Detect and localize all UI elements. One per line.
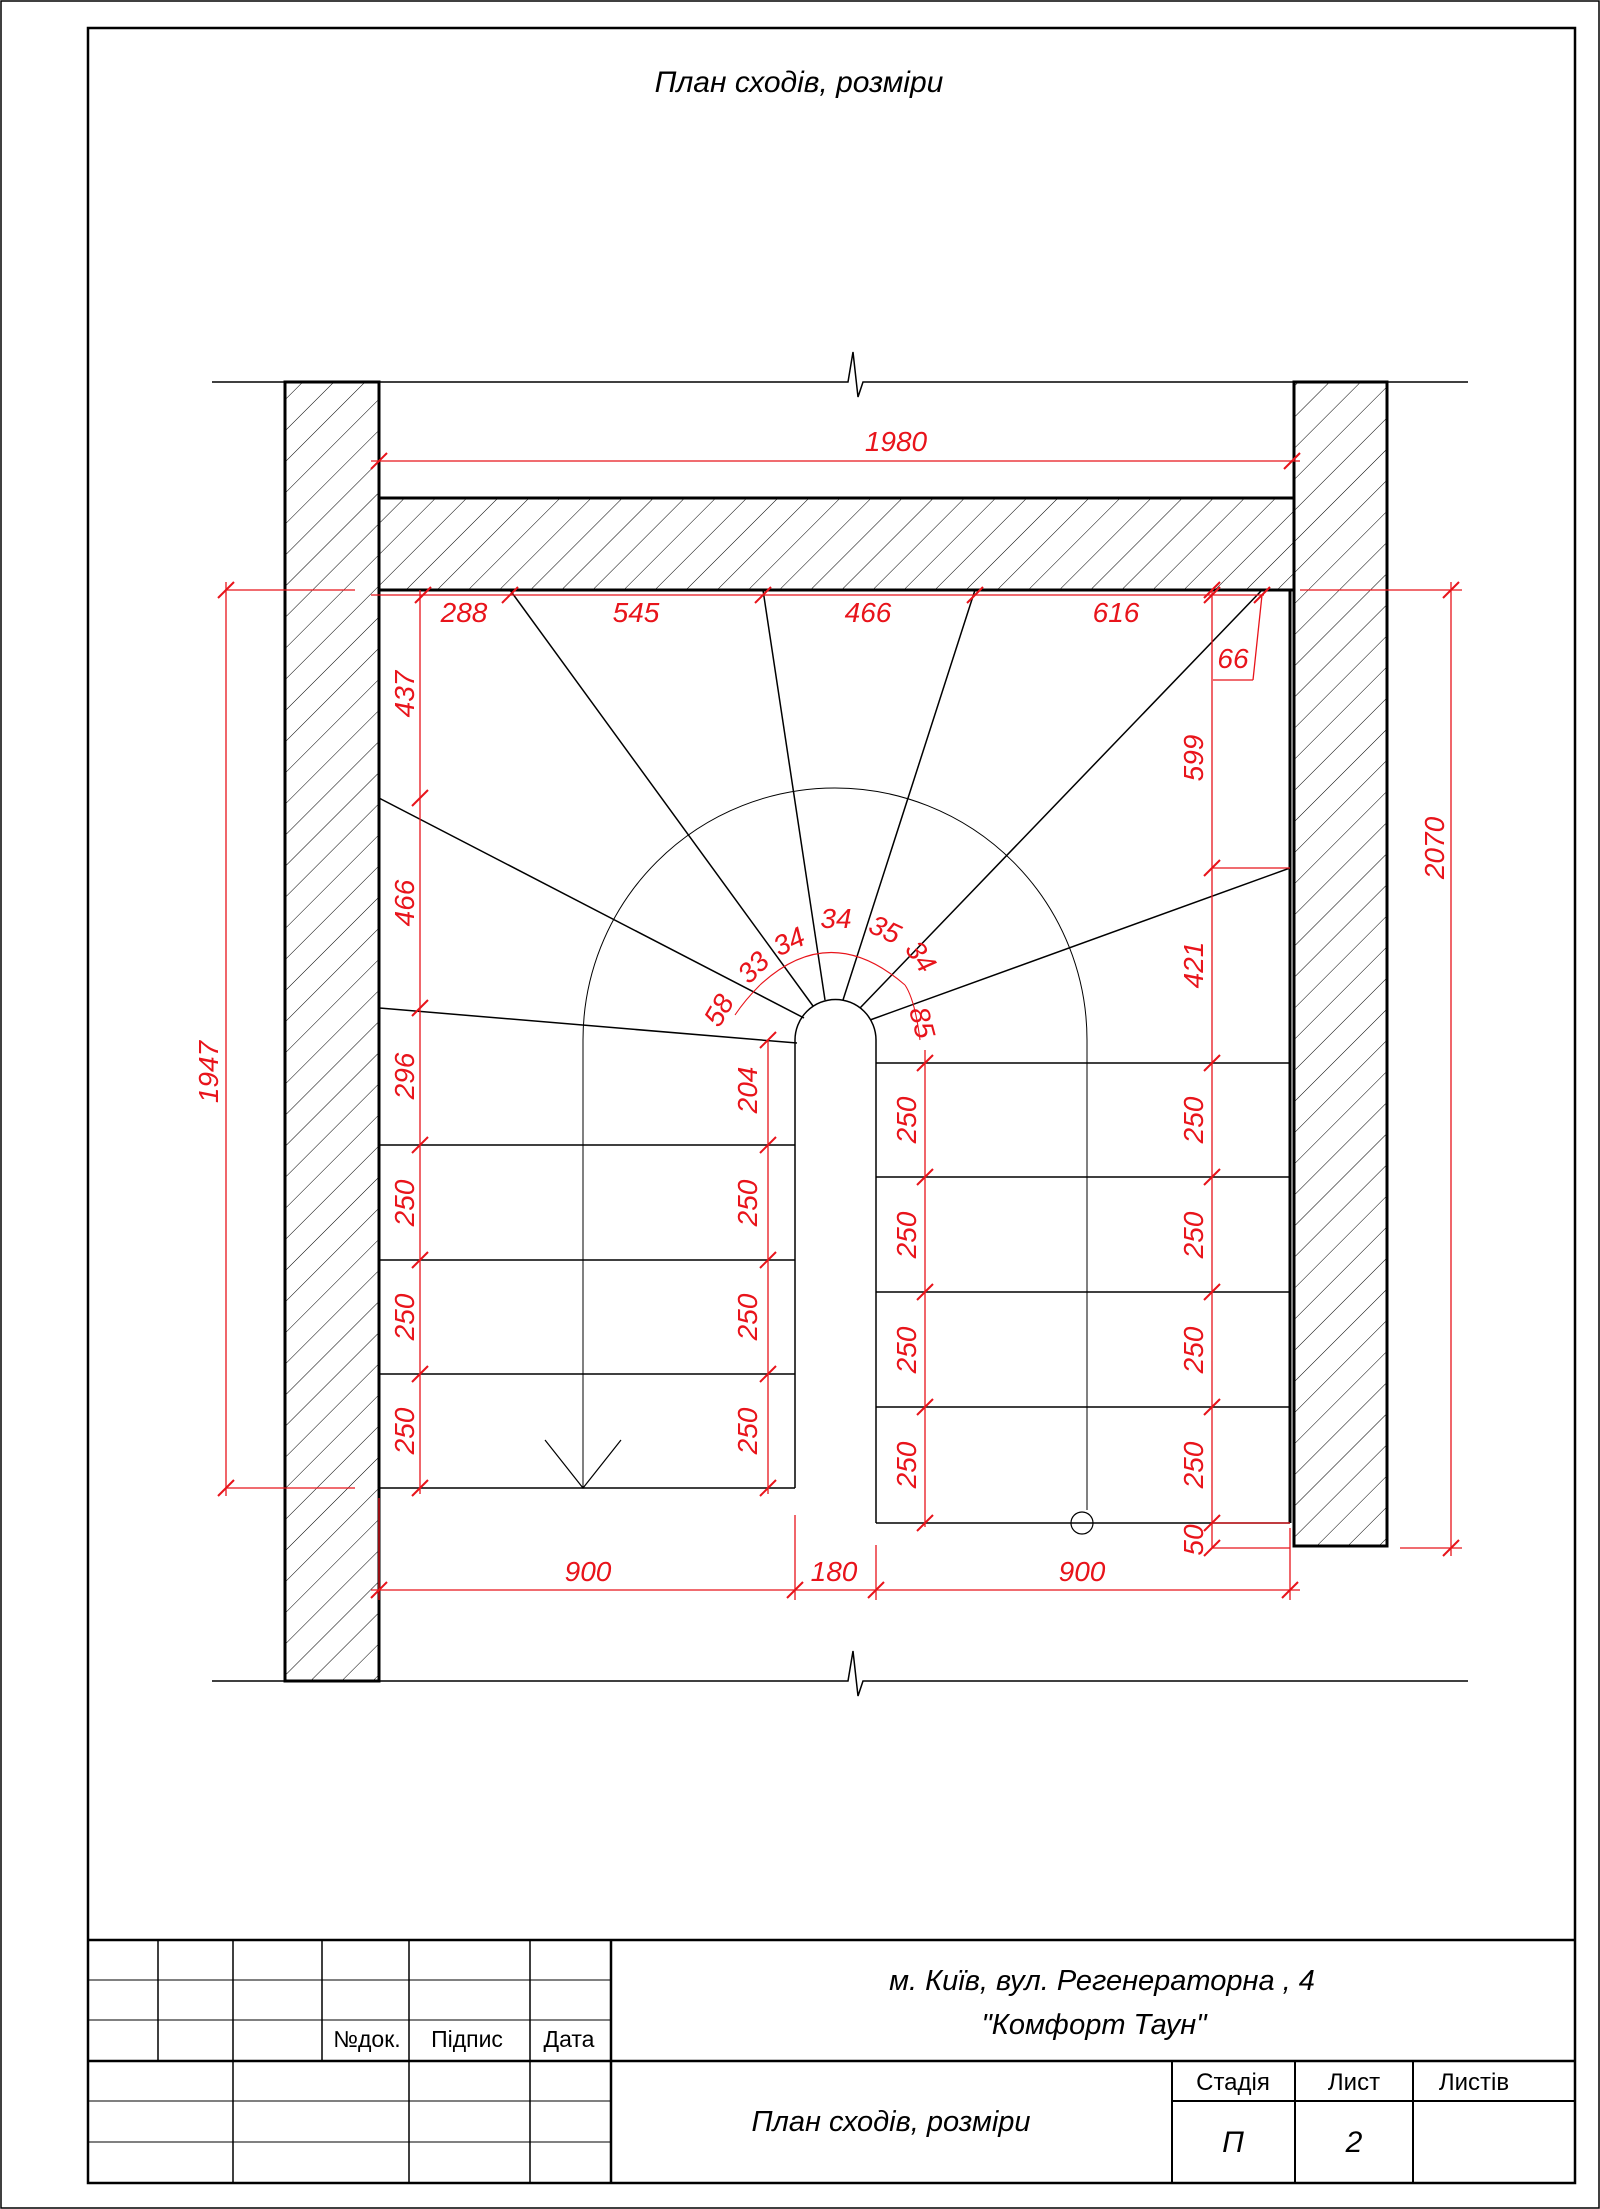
dim-900-right: 900 <box>1058 1556 1106 1587</box>
dim-inner-right-250-3: 250 <box>891 1326 922 1374</box>
dim-left-250-2: 250 <box>389 1293 420 1341</box>
dim-616: 616 <box>1092 597 1140 628</box>
dim-arc-34-3: 34 <box>899 934 943 979</box>
dim-inner-left-250-1: 250 <box>732 1179 763 1227</box>
dim-204: 204 <box>732 1066 763 1114</box>
drawing-title: План сходів, розміри <box>654 66 944 99</box>
dim-50: 50 <box>1178 1524 1209 1556</box>
dim-466-top: 466 <box>844 597 892 628</box>
dim-right-250-3: 250 <box>1178 1326 1209 1374</box>
sheets-label: Листів <box>1438 2069 1510 2096</box>
top-break-line <box>212 352 1468 397</box>
stair-plan <box>379 590 1290 1534</box>
dim-296: 296 <box>389 1052 420 1100</box>
sheet-label: Лист <box>1327 2069 1381 2096</box>
dim-arc-58: 58 <box>697 989 740 1032</box>
walls <box>285 382 1387 1681</box>
dim-inner-right-250-1: 250 <box>891 1096 922 1144</box>
stage-value: П <box>1222 2126 1244 2159</box>
left-wall <box>285 382 379 1681</box>
right-wall <box>1294 382 1387 1546</box>
address-line-2: "Комфорт Таун" <box>981 2009 1207 2041</box>
dim-left-250-1: 250 <box>389 1179 420 1227</box>
dim-arc-34-2: 34 <box>820 903 852 934</box>
dim-421: 421 <box>1178 941 1209 989</box>
sheet-value: 2 <box>1345 2126 1363 2159</box>
dim-66: 66 <box>1217 643 1249 674</box>
dim-180: 180 <box>810 1556 858 1587</box>
bottom-break-line <box>212 1651 1468 1696</box>
dim-left-250-3: 250 <box>389 1407 420 1455</box>
dim-inner-left-250-2: 250 <box>732 1293 763 1341</box>
dim-900-left: 900 <box>564 1556 612 1587</box>
dim-599: 599 <box>1178 734 1209 782</box>
dim-437: 437 <box>389 670 420 718</box>
dim-466-left: 466 <box>389 879 420 927</box>
dim-2070: 2070 <box>1419 816 1450 880</box>
dim-arc-33: 33 <box>731 945 776 990</box>
address-line-1: м. Київ, вул. Регенераторна , 4 <box>889 1965 1315 1997</box>
sheet-title: План сходів, розміри <box>751 2106 1031 2138</box>
dim-288: 288 <box>440 597 488 628</box>
dim-arc-85: 85 <box>903 1003 942 1042</box>
dim-1947: 1947 <box>193 1040 224 1104</box>
dim-arc-34-1: 34 <box>768 920 810 963</box>
dim-inner-right-250-4: 250 <box>891 1441 922 1489</box>
col-signature: Підпис <box>431 2026 503 2052</box>
dim-1980: 1980 <box>864 426 928 457</box>
stage-label: Стадія <box>1196 2069 1270 2096</box>
dim-right-250-2: 250 <box>1178 1211 1209 1259</box>
col-date: Дата <box>543 2026 595 2052</box>
dim-right-250-1: 250 <box>1178 1096 1209 1144</box>
dim-inner-left-250-3: 250 <box>732 1407 763 1455</box>
col-doc-number: №док. <box>333 2026 401 2052</box>
dim-545: 545 <box>612 597 660 628</box>
dim-right-250-4: 250 <box>1178 1441 1209 1489</box>
dim-inner-right-250-2: 250 <box>891 1211 922 1259</box>
dim-arc-35: 35 <box>864 908 906 951</box>
top-slab <box>379 498 1294 590</box>
